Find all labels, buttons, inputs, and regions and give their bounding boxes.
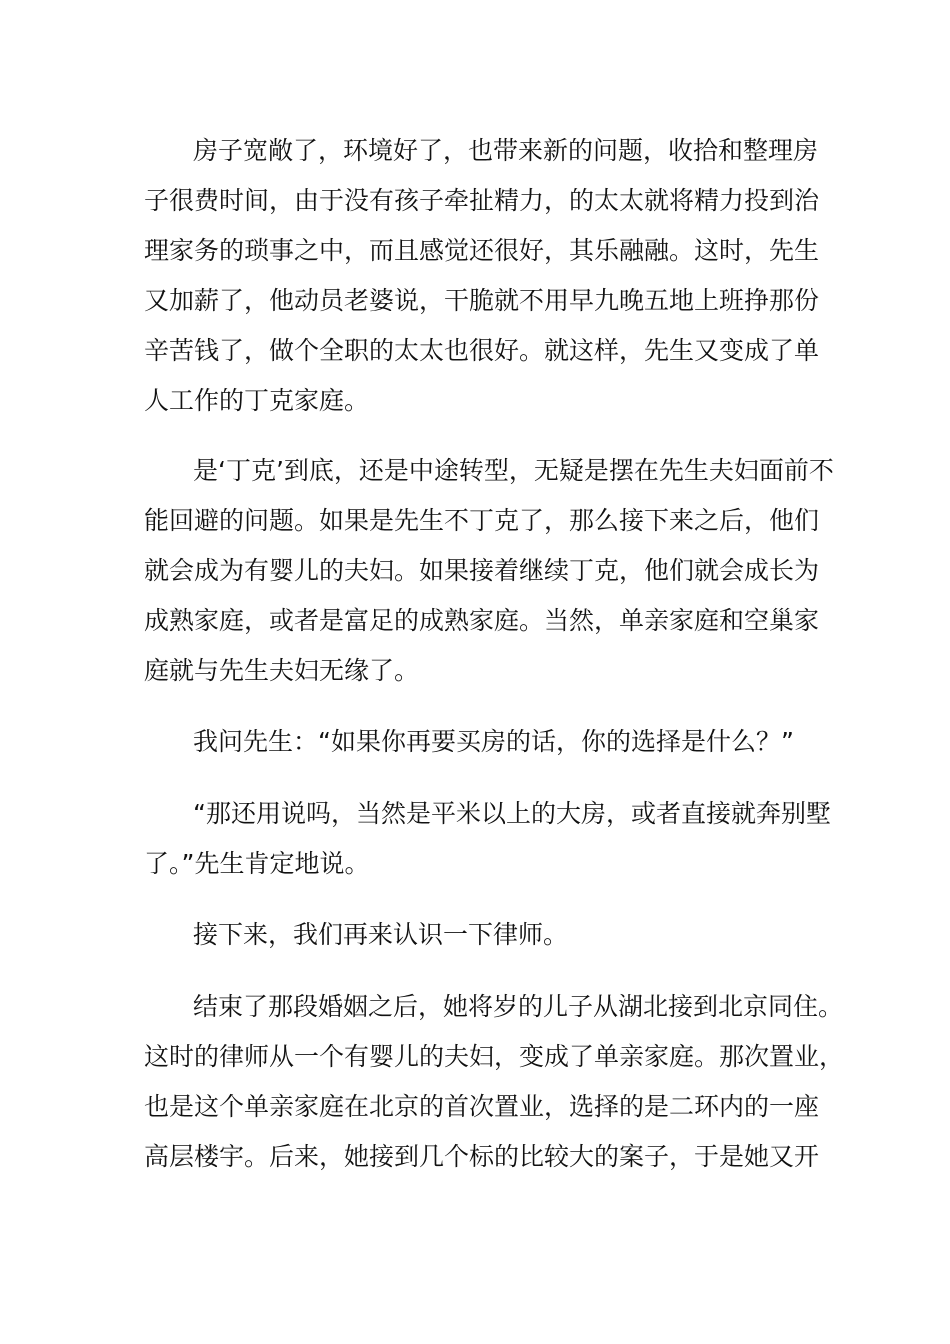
text-line: 子很费时间，由于没有孩子牵扯精力，的太太就将精力投到治 <box>144 186 820 215</box>
text-line: 我问先生：“如果你再要买房的话，你的选择是什么？” <box>193 727 794 756</box>
text-line: 庭就与先生夫妇无缘了。 <box>144 656 420 685</box>
text-line: 人工作的丁克家庭。 <box>144 386 370 415</box>
text-line: 这时的律师从一个有婴儿的夫妇，变成了单亲家庭。那次置业， <box>144 1042 845 1071</box>
text-line: 房子宽敞了，环境好了，也带来新的问题，收拾和整理房 <box>193 136 819 165</box>
text-line: 就会成为有婴儿的夫妇。如果接着继续丁克，他们就会成长为 <box>144 556 820 585</box>
text-line: 了。”先生肯定地说。 <box>144 849 370 878</box>
text-line: 是‘丁克’到底，还是中途转型，无疑是摆在先生夫妇面前不 <box>193 456 834 485</box>
text-line: 结束了那段婚姻之后，她将岁的儿子从湖北接到北京同住。 <box>193 992 844 1021</box>
text-line: 成熟家庭，或者是富足的成熟家庭。当然，单亲家庭和空巢家 <box>144 606 820 635</box>
text-line: “那还用说吗，当然是平米以上的大房，或者直接就奔别墅 <box>193 799 831 828</box>
text-line: 高层楼宇。后来，她接到几个标的比较大的案子，于是她又开 <box>144 1142 820 1171</box>
text-line: 又加薪了，他动员老婆说，干脆就不用早九晚五地上班挣那份 <box>144 286 820 315</box>
text-line: 也是这个单亲家庭在北京的首次置业，选择的是二环内的一座 <box>144 1092 820 1121</box>
text-line: 能回避的问题。如果是先生不丁克了，那么接下来之后，他们 <box>144 506 820 535</box>
text-line: 辛苦钱了，做个全职的太太也很好。就这样，先生又变成了单 <box>144 336 820 365</box>
text-line: 接下来，我们再来认识一下律师。 <box>193 920 569 949</box>
text-line: 理家务的琐事之中，而且感觉还很好，其乐融融。这时，先生 <box>144 236 820 265</box>
